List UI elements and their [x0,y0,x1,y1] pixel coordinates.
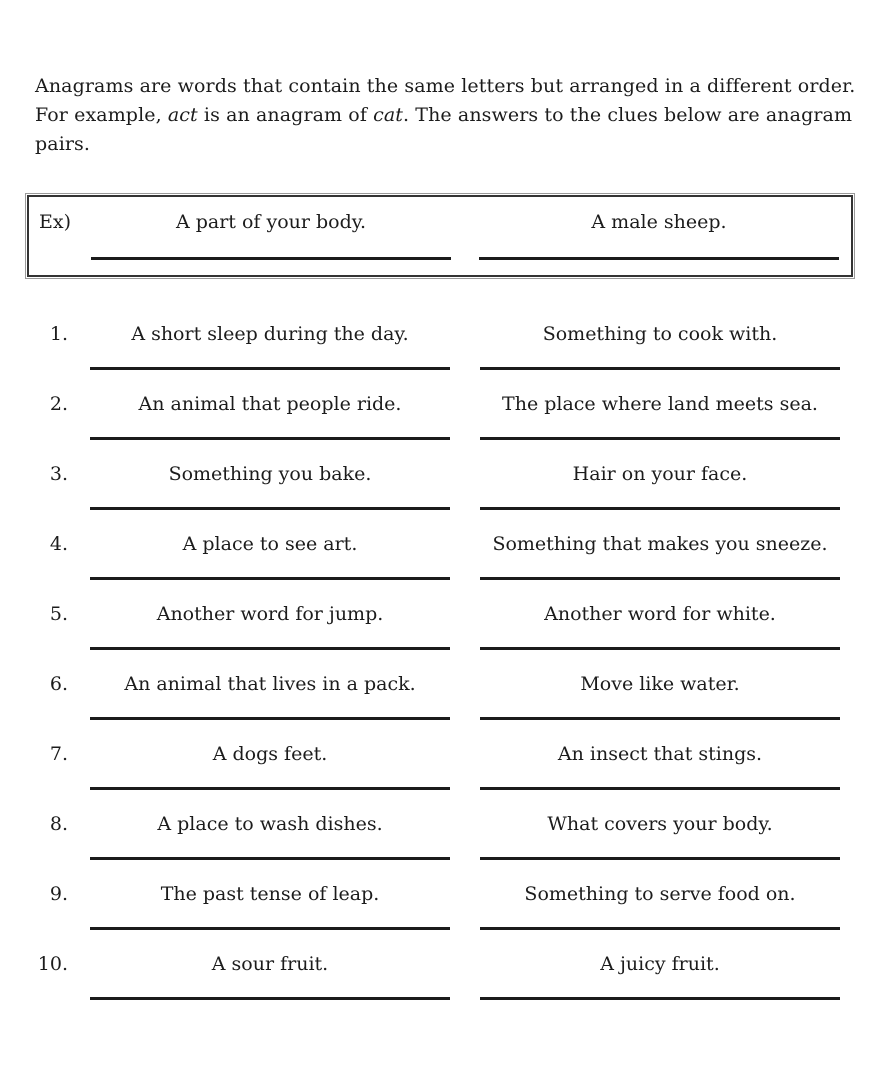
clue-row-8 [20,811,880,860]
row-number: 5. [49,603,68,625]
left-clue: An animal that people ride. [138,393,402,415]
clue-row-4 [20,531,880,580]
right-answer-blank[interactable] [480,787,840,790]
left-answer-blank[interactable] [90,367,450,370]
example-left-clue: A part of your body. [175,211,367,233]
right-clue: Something to cook with. [542,323,778,345]
left-cell [90,461,450,510]
right-cell [480,811,840,860]
right-answer-blank[interactable] [480,577,840,580]
row-number: 6. [49,673,68,695]
left-cell [90,391,450,440]
right-cell [480,741,840,790]
clue-row-3 [20,461,880,510]
left-answer-blank[interactable] [90,507,450,510]
right-cell [480,601,840,650]
left-clue: A place to see art. [182,533,358,555]
left-answer-blank[interactable] [90,647,450,650]
right-clue: Something that makes you sneeze. [492,533,828,555]
right-answer-blank[interactable] [480,717,840,720]
italic-word-act: act [167,104,198,126]
left-clue: An animal that lives in a pack. [124,673,416,695]
left-answer-blank[interactable] [90,577,450,580]
right-clue: An insect that stings. [557,743,763,765]
intro-line-2: For example, act is an anagram of cat. The answers to the clues below are anagram [35,104,853,126]
left-cell [90,951,450,1000]
intro-text [35,72,880,159]
right-clue: Hair on your face. [572,463,748,485]
left-answer-blank[interactable] [90,787,450,790]
right-answer-blank[interactable] [480,367,840,370]
left-clue: A sour fruit. [211,953,329,975]
left-clue: Something you bake. [168,463,372,485]
example-left-answer-blank[interactable] [91,257,451,260]
left-answer-blank[interactable] [90,857,450,860]
row-number: 4. [49,533,68,555]
right-clue: What covers your body. [547,813,773,835]
left-answer-blank[interactable] [90,997,450,1000]
clue-row-1 [20,321,880,370]
right-cell [480,461,840,510]
right-cell [480,391,840,440]
clue-row-2 [20,391,880,440]
left-answer-blank[interactable] [90,717,450,720]
left-cell [90,321,450,370]
right-clue: The place where land meets sea. [502,393,818,415]
right-clue: Something to serve food on. [524,883,796,905]
example-row [33,209,851,260]
example-box [27,195,853,277]
left-clue: A place to wash dishes. [157,813,383,835]
clue-row-7 [20,741,880,790]
intro-line-3: pairs. [35,133,91,155]
right-answer-blank[interactable] [480,647,840,650]
row-number: 7. [49,743,68,765]
clue-row-5 [20,601,880,650]
left-clue: A dogs feet. [212,743,328,765]
left-cell [90,671,450,720]
left-cell [90,531,450,580]
example-label: Ex) [39,211,71,233]
left-cell [90,881,450,930]
right-cell [480,321,840,370]
row-number: 2. [49,393,68,415]
left-clue: A short sleep during the day. [131,323,409,345]
right-cell [480,881,840,930]
example-right-clue: A male sheep. [591,211,727,233]
example-right-cell [479,209,839,260]
clue-row-9 [20,881,880,930]
left-answer-blank[interactable] [90,927,450,930]
right-answer-blank[interactable] [480,507,840,510]
right-answer-blank[interactable] [480,927,840,930]
row-number: 9. [49,883,68,905]
right-answer-blank[interactable] [480,997,840,1000]
left-cell [90,741,450,790]
right-cell [480,531,840,580]
italic-word-cat: cat [373,104,404,126]
left-cell [90,811,450,860]
row-number: 8. [49,813,68,835]
right-cell [480,951,840,1000]
left-clue: Another word for jump. [156,603,384,625]
right-answer-blank[interactable] [480,437,840,440]
left-answer-blank[interactable] [90,437,450,440]
row-number: 1. [49,323,68,345]
example-left-cell [91,209,451,260]
right-answer-blank[interactable] [480,857,840,860]
clue-row-10 [20,951,880,1000]
intro-line-1: Anagrams are words that contain the same letters but arranged in a different order. [35,75,856,97]
right-clue: Another word for white. [544,603,776,625]
row-number: 10. [37,953,68,975]
left-clue: The past tense of leap. [160,883,380,905]
right-clue: A juicy fruit. [600,953,720,975]
example-right-answer-blank[interactable] [479,257,839,260]
clue-rows [20,321,880,1000]
right-clue: Move like water. [580,673,740,695]
row-number: 3. [49,463,68,485]
left-cell [90,601,450,650]
clue-row-6 [20,671,880,720]
right-cell [480,671,840,720]
